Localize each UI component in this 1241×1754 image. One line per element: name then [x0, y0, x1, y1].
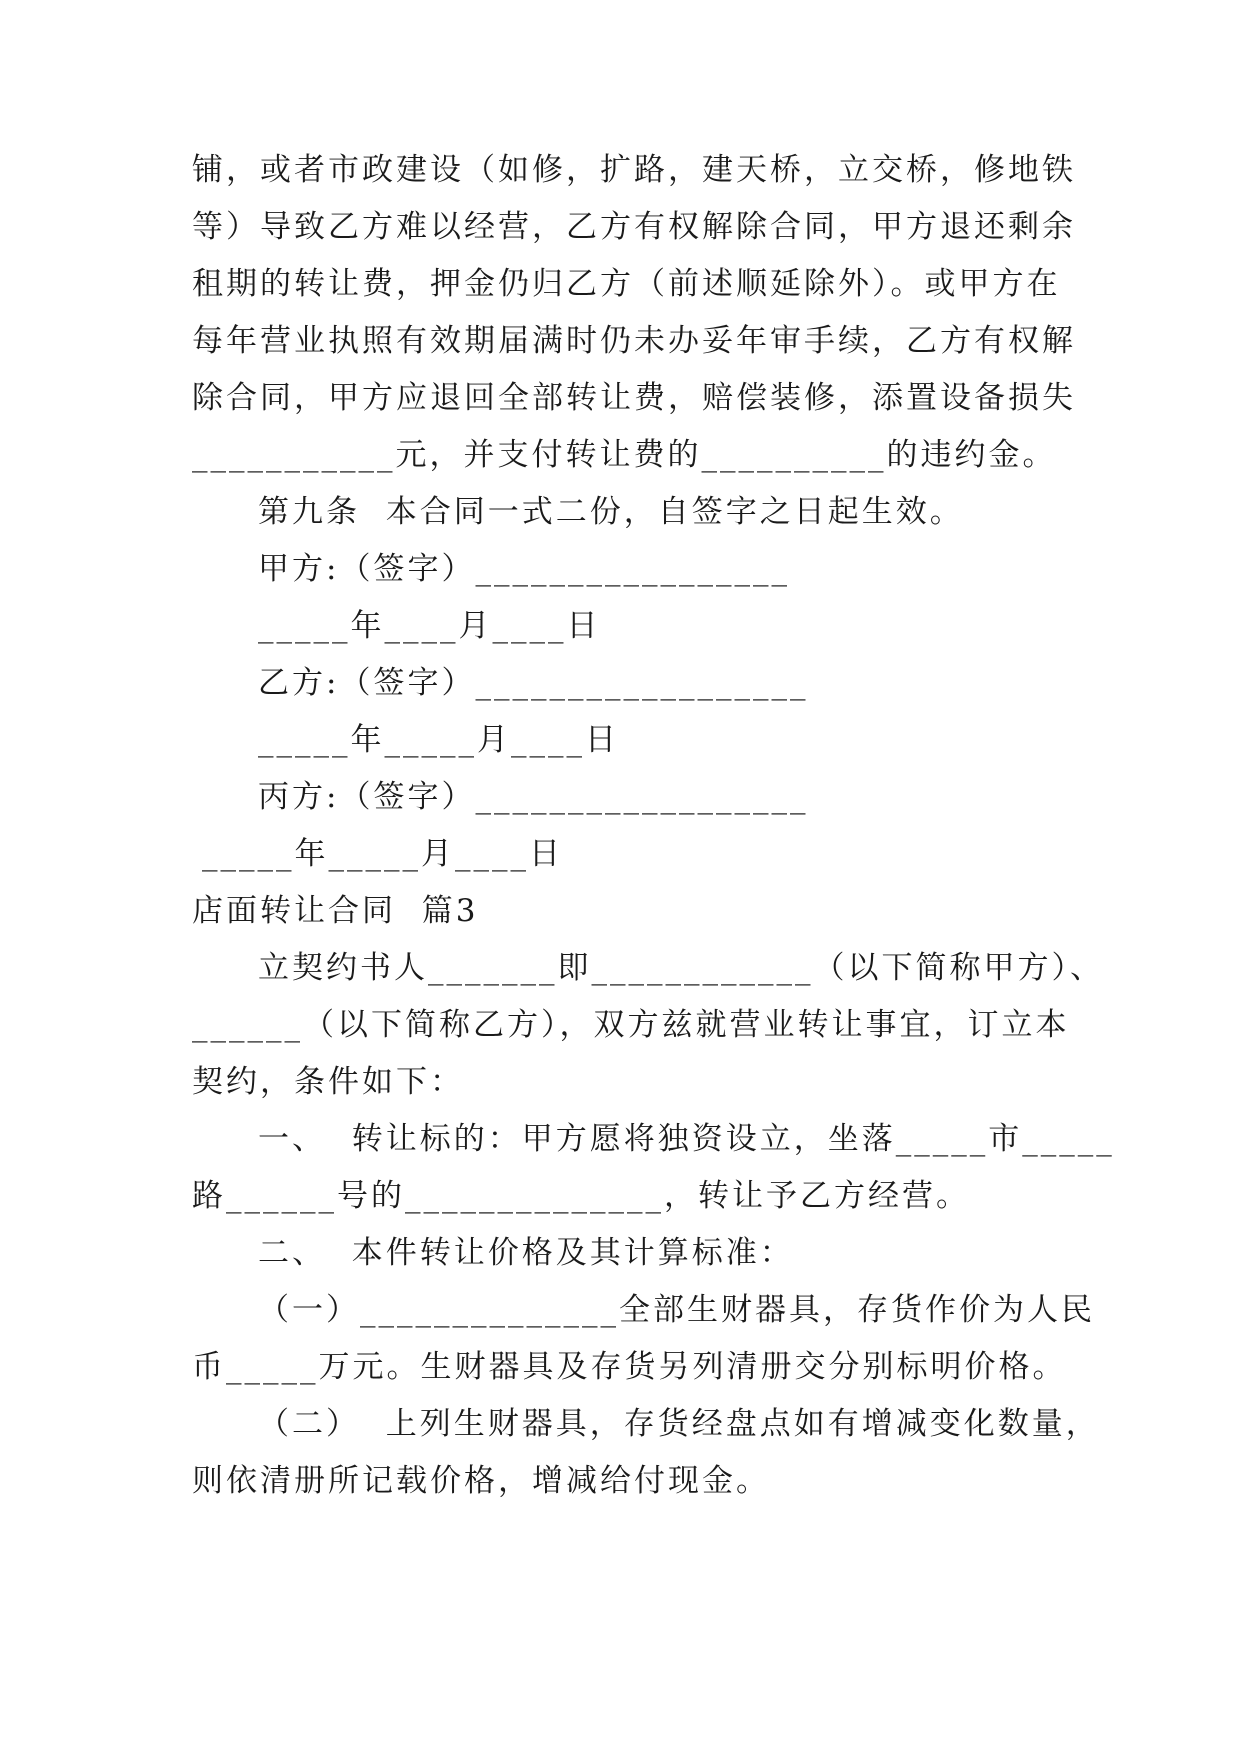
paragraph-line: 则依清册所记载价格，增减给付现金。 — [192, 1463, 770, 1499]
section-title: 店面转让合同 篇3 — [192, 893, 479, 929]
paragraph-line: ___________元，并支付转让费的__________的违约金。 — [192, 437, 1057, 473]
party-a-signature: 甲方:（签字）_________________ — [258, 551, 790, 587]
party-b-date: _____年_____月____日 — [258, 722, 619, 758]
clause-two: 二、 本件转让价格及其计算标准： — [258, 1235, 794, 1271]
party-c-signature: 丙方:（签字）__________________ — [258, 779, 809, 815]
party-a-date: _____年____月____日 — [258, 608, 601, 644]
subclause-one: （一）______________全部生财器具，存货作价为人民 — [258, 1292, 1095, 1328]
paragraph-line: 立契约书人_______即____________（以下简称甲方）、 — [258, 950, 1104, 986]
clause-one: 一、 转让标的：甲方愿将独资设立，坐落_____市_____ — [258, 1121, 1115, 1157]
party-b-signature: 乙方:（签字）__________________ — [258, 665, 809, 701]
paragraph-line: 铺，或者市政建设（如修，扩路，建天桥，立交桥，修地铁 — [192, 152, 1076, 188]
paragraph-line: 契约，条件如下： — [192, 1064, 464, 1100]
paragraph-line: 路______号的______________，转让予乙方经营。 — [192, 1178, 970, 1214]
paragraph-line: 每年营业执照有效期届满时仍未办妥年审手续，乙方有权解 — [192, 323, 1076, 359]
paragraph-line: 等）导致乙方难以经营，乙方有权解除合同，甲方退还剩余 — [192, 209, 1076, 245]
paragraph-line: 租期的转让费，押金仍归乙方（前述顺延除外）。或甲方在 — [192, 266, 1061, 302]
paragraph-line: 除合同，甲方应退回全部转让费，赔偿装修，添置设备损失 — [192, 380, 1076, 416]
subclause-two: （二） 上列生财器具，存货经盘点如有增减变化数量， — [258, 1406, 1100, 1442]
paragraph-line: ______（以下简称乙方），双方兹就营业转让事宜，订立本 — [192, 1007, 1070, 1043]
paragraph-line: 币_____万元。生财器具及存货另列清册交分别标明价格。 — [192, 1349, 1067, 1385]
article-nine: 第九条 本合同一式二份，自签字之日起生效。 — [258, 494, 964, 530]
party-c-date: _____年_____月____日 — [202, 836, 563, 872]
